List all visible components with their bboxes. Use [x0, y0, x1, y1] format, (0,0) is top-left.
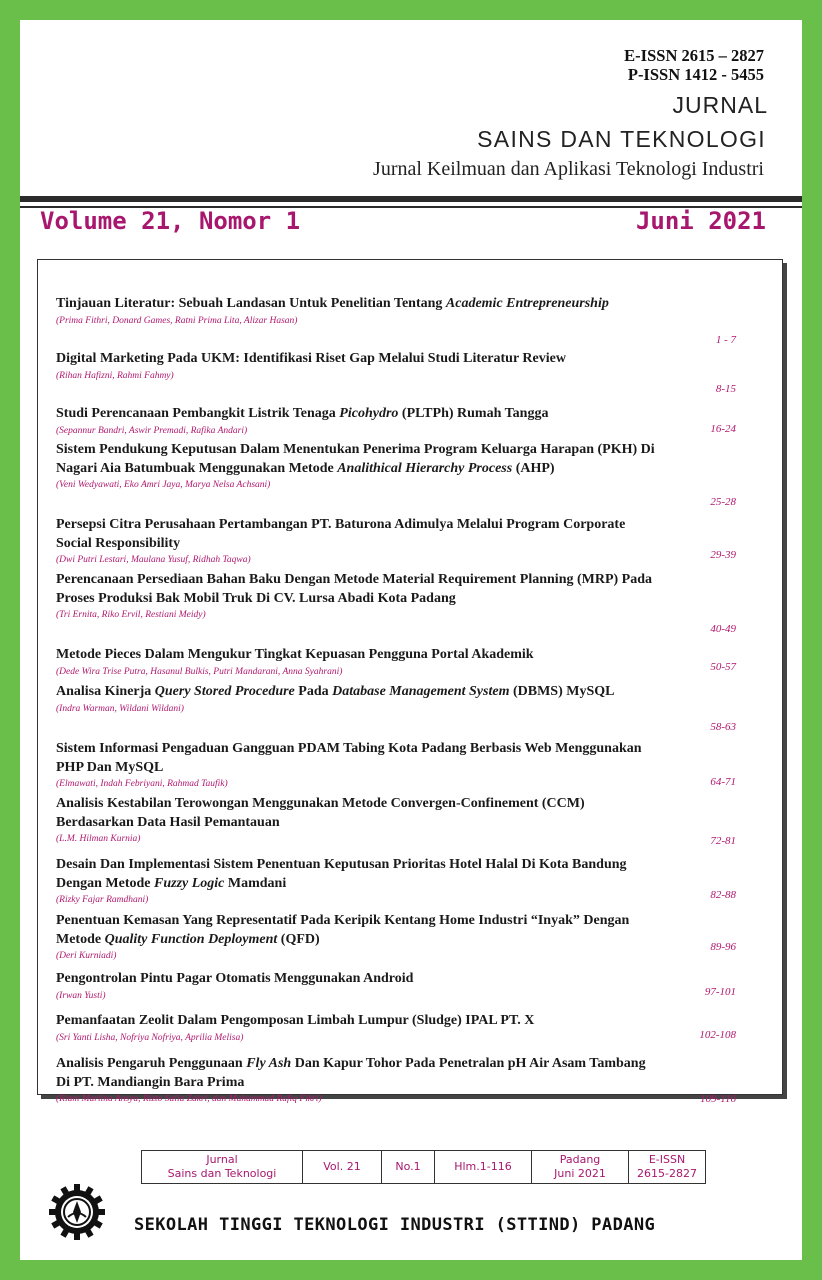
vol-cell: Vol. 21 [303, 1151, 382, 1184]
article-title: Sistem Pendukung Keputusan Dalam Menentukan Penerima Program Keluarga Harapan (PKH) Di Nagari Aia Batumbuak Menggunakan Metode Analithical Hierarchy Process (AHP) [56, 442, 655, 476]
article-pages: 64-71 [710, 776, 736, 788]
article-authors: (Deri Kurniadi) [56, 951, 117, 961]
journal-title-line2: SAINS DAN TEKNOLOGI [477, 126, 766, 152]
article-pages: 72-81 [710, 835, 736, 847]
table-of-contents [37, 259, 783, 1105]
institution-name: SEKOLAH TINGGI TEKNOLOGI INDUSTRI (STTIND) PADANG [134, 1215, 656, 1235]
article-authors: (Indra Warman, Wildani Wildani) [56, 703, 184, 714]
toc-entry[interactable] [56, 405, 656, 437]
article-title: Analisa Kinerja Query Stored Procedure Pada Database Management System (DBMS) MySQL [56, 684, 615, 699]
article-pages: 109-116 [700, 1093, 736, 1105]
toc-entry[interactable] [56, 295, 656, 327]
journal-title-line1: JURNAL [672, 92, 768, 118]
volume-number: Volume 21, Nomor 1 [40, 207, 301, 235]
article-pages: 102-108 [699, 1029, 736, 1041]
cover-page [20, 20, 802, 1260]
article-title: Sistem Informasi Pengaduan Gangguan PDAM Tabing Kota Padang Berbasis Web Menggunakan PHP Dan MySQL [56, 741, 642, 775]
article-authors: (Tri Ernita, Riko Ervil, Restiani Meidy) [56, 610, 206, 620]
article-pages: 1 - 7 [715, 334, 736, 346]
toc-entry[interactable] [56, 856, 656, 906]
toc-entry[interactable] [56, 516, 656, 566]
toc-entry[interactable] [56, 571, 656, 621]
article-title: Persepsi Citra Perusahaan Pertambangan PT. Baturona Adimulya Melalui Program Corporate Social Responsibility [56, 517, 626, 551]
toc-entry[interactable] [56, 646, 656, 678]
article-title: Pengontrolan Pintu Pagar Otomatis Menggunakan Android [56, 971, 414, 986]
toc-entry[interactable] [56, 970, 656, 1002]
issue-date: Juni 2021 [635, 207, 766, 235]
toc-entry[interactable] [56, 740, 656, 790]
article-pages: 25-28 [710, 496, 736, 508]
place-date-cell: Padang Juni 2021 [532, 1151, 629, 1184]
no-cell: No.1 [382, 1151, 435, 1184]
article-pages: 8-15 [715, 383, 736, 395]
cog-emblem-icon [48, 1183, 106, 1241]
article-title: Desain Dan Implementasi Sistem Penentuan Keputusan Prioritas Hotel Halal Di Kota Bandung Dengan Metode Fuzzy Logic Mamdani [56, 857, 627, 891]
article-pages: 82-88 [710, 889, 736, 901]
article-authors: (Veni Wedyawati, Eko Amri Jaya, Marya Nelsa Achsani) [56, 480, 271, 490]
article-authors: (Dwi Putri Lestari, Maulana Yusuf, Ridhah Taqwa) [56, 555, 251, 565]
journal-cell: Jurnal Sains dan Teknologi [142, 1151, 303, 1184]
article-authors: (Irwan Yusti) [56, 990, 106, 1001]
article-title: Penentuan Kemasan Yang Representatif Pada Keripik Kentang Home Industri “Inyak” Dengan Metode Quality Function Deployment (QFD) [56, 913, 630, 947]
toc-entry[interactable] [56, 683, 656, 715]
article-pages: 16-24 [710, 423, 736, 435]
article-authors: (Sri Yanti Lisha, Nofriya Nofriya, Aprilia Melisa) [56, 1032, 244, 1043]
pages-cell: Hlm.1-116 [435, 1151, 532, 1184]
article-title: Analisis Pengaruh Penggunaan Fly Ash Dan Kapur Tohor Pada Penetralan pH Air Asam Tambang Di PT. Mandiangin Bara Prima [56, 1056, 646, 1090]
article-title: Digital Marketing Pada UKM: Identifikasi Riset Gap Melalui Studi Literatur Review [56, 351, 566, 366]
toc-entry[interactable] [56, 350, 656, 382]
article-pages: 89-96 [710, 941, 736, 953]
toc-entry[interactable] [56, 1055, 656, 1105]
toc-entry[interactable] [56, 1012, 656, 1044]
article-authors: (Riam Marlina Ansya, Rizto Salia Zakri, dan Muhammad Rafiq Fikri) [56, 1094, 322, 1104]
article-pages: 40-49 [710, 623, 736, 635]
article-title: Perencanaan Persediaan Bahan Baku Dengan Metode Material Requirement Planning (MRP) Pada Proses Produksi Bak Mobil Truk Di CV. Lursa Abadi Kota Padang [56, 572, 653, 606]
article-title: Metode Pieces Dalam Mengukur Tingkat Kepuasan Pengguna Portal Akademik [56, 647, 534, 662]
article-title: Studi Perencanaan Pembangkit Listrik Tenaga Picohydro (PLTPh) Rumah Tangga [56, 406, 549, 421]
article-authors: (Elmawati, Indah Febriyani, Rahmad Taufik) [56, 779, 228, 789]
article-title: Analisis Kestabilan Terowongan Menggunakan Metode Convergen-Confinement (CCM) Berdasarkan Data Hasil Pemantauan [56, 796, 585, 830]
article-authors: (L.M. Hilman Kurnia) [56, 834, 141, 844]
toc-entry[interactable] [56, 441, 656, 491]
pissn: P-ISSN 1412 - 5455 [627, 65, 764, 84]
eissn: E-ISSN 2615 – 2827 [624, 46, 764, 65]
divider-thick [20, 196, 802, 202]
toc-entry[interactable] [56, 912, 656, 962]
issn-block [624, 46, 764, 84]
article-pages: 29-39 [710, 549, 736, 561]
article-pages: 97-101 [704, 986, 736, 998]
article-authors: (Sepannur Bandri, Aswir Premadi, Rafika Andari) [56, 425, 248, 436]
issue-info-table [141, 1150, 706, 1184]
article-authors: (Dede Wira Trise Putra, Hasanul Bulkis, Putri Mandarani, Anna Syahrani) [56, 666, 343, 677]
article-authors: (Rihan Hafizni, Rahmi Fahmy) [56, 370, 174, 381]
article-pages: 58-63 [710, 721, 736, 733]
toc-entry[interactable] [56, 795, 656, 845]
article-title: Pemanfaatan Zeolit Dalam Pengomposan Limbah Lumpur (Sludge) IPAL PT. X [56, 1013, 535, 1028]
article-pages: 50-57 [710, 661, 736, 673]
journal-subtitle: Jurnal Keilmuan dan Aplikasi Teknologi Industri [373, 158, 764, 180]
article-authors: (Rizky Fajar Ramdhani) [56, 895, 149, 905]
article-title: Tinjauan Literatur: Sebuah Landasan Untuk Penelitian Tentang Academic Entrepreneurship [56, 296, 609, 311]
issn-cell: E-ISSN 2615-2827 [629, 1151, 706, 1184]
article-authors: (Prima Fithri, Donard Games, Ratni Prima Lita, Alizar Hasan) [56, 315, 298, 326]
